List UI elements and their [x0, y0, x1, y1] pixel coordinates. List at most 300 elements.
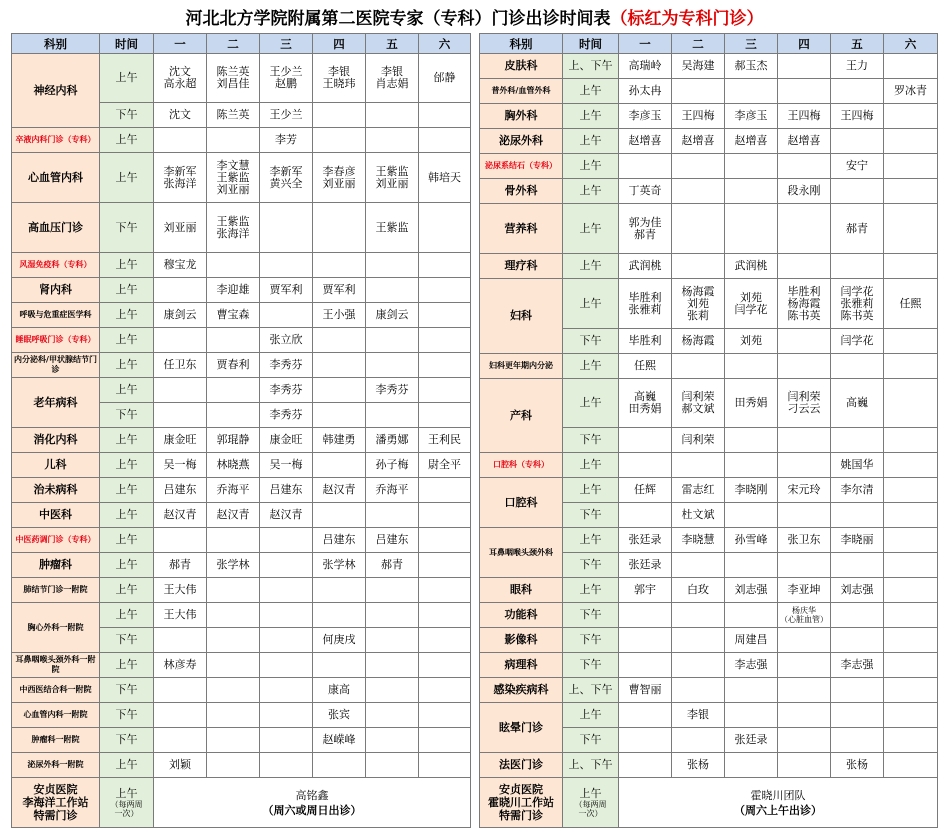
column-header: 四: [313, 34, 366, 54]
doctor-cell: [207, 628, 260, 653]
doctor-cell: [366, 753, 419, 778]
column-header: 时间: [100, 34, 154, 54]
schedule-row: [480, 179, 938, 204]
doctor-cell: [725, 79, 778, 104]
doctor-cell: [725, 254, 778, 279]
department-cell: 消化内科: [12, 428, 100, 453]
doctor-name: 张廷录: [628, 533, 662, 546]
doctor-cell: [419, 54, 471, 103]
doctor-name: 孙雪峰: [734, 533, 768, 546]
doctor-cell: [619, 279, 672, 329]
doctor-cell: [672, 154, 725, 179]
time-cell: 上午: [563, 354, 619, 379]
doctor-cell: [778, 753, 831, 778]
column-header: 时间: [563, 34, 619, 54]
doctor-name: 康高: [328, 683, 350, 696]
doctor-cell: [419, 553, 471, 578]
department-cell: 病理科: [480, 653, 563, 678]
time-cell: 上午: [100, 478, 154, 503]
schedule-tables: [11, 33, 937, 830]
doctor-cell: [619, 678, 672, 703]
doctor-cell: [831, 703, 884, 728]
doctor-cell: [725, 428, 778, 453]
doctor-cell: [260, 603, 313, 628]
doctor-cell: [260, 553, 313, 578]
doctor-name: 王四梅: [681, 109, 715, 122]
doctor-cell: [313, 678, 366, 703]
department-cell: 感染疾病科: [480, 678, 563, 703]
doctor-cell: [725, 503, 778, 528]
doctor-cell: [619, 453, 672, 478]
time-cell: 上午: [100, 453, 154, 478]
doctor-cell: [313, 753, 366, 778]
doctor-cell: [672, 179, 725, 204]
doctor-cell: [207, 478, 260, 503]
doctor-name: 李芳: [275, 133, 297, 146]
doctor-name: 赵汉青: [322, 483, 356, 496]
doctor-cell: [725, 553, 778, 578]
doctor-cell: [672, 79, 725, 104]
doctor-cell: [831, 254, 884, 279]
doctor-name: 何庚戌: [322, 633, 356, 646]
doctor-name: 沈文: [169, 65, 191, 78]
doctor-name: 刘志强: [840, 583, 874, 596]
doctor-cell: [831, 204, 884, 254]
doctor-cell: [725, 354, 778, 379]
doctor-cell: [778, 728, 831, 753]
doctor-cell: [778, 703, 831, 728]
doctor-cell: [831, 553, 884, 578]
time-cell: 上午: [563, 204, 619, 254]
schedule-row: [480, 129, 938, 154]
doctor-cell: [672, 204, 725, 254]
time-cell: 上午: [100, 503, 154, 528]
doctor-cell: [313, 153, 366, 203]
doctor-name: 韩建勇: [322, 433, 356, 446]
doctor-cell: [831, 329, 884, 354]
doctor-cell: [884, 79, 938, 104]
doctor-cell: [154, 703, 207, 728]
doctor-name: 张立欣: [269, 333, 303, 346]
special-doctor-name: 高铭鑫: [295, 788, 329, 802]
schedule-row: [12, 478, 471, 503]
column-header: 一: [154, 34, 207, 54]
time-cell: 上午: [563, 578, 619, 603]
schedule-row: [12, 728, 471, 753]
doctor-name: 张卫东: [787, 533, 821, 546]
doctor-name: 郝青: [846, 221, 868, 235]
department-cell: 内分泌科/甲状腺结节门诊: [12, 353, 100, 378]
doctor-cell: [725, 279, 778, 329]
schedule-row: [480, 653, 938, 678]
doctor-cell: [672, 528, 725, 553]
doctor-cell: [672, 728, 725, 753]
doctor-name: 贾春利: [216, 358, 250, 371]
doctor-cell: [313, 628, 366, 653]
doctor-name: 宋元玲: [787, 483, 821, 496]
doctor-cell: [619, 553, 672, 578]
doctor-name: 李银: [328, 65, 350, 78]
doctor-name: 李秀芬: [269, 383, 303, 396]
doctor-cell: [207, 403, 260, 428]
time-cell: 上午: [100, 553, 154, 578]
doctor-name: 曹宝森: [216, 308, 250, 321]
doctor-cell: [672, 354, 725, 379]
doctor-cell: [884, 428, 938, 453]
doctor-cell: [419, 378, 471, 403]
doctor-name: 郭宇: [634, 583, 656, 596]
time-cell: 上午: [563, 254, 619, 279]
doctor-name: 赵汉青: [216, 508, 250, 521]
column-header: 二: [207, 34, 260, 54]
doctor-name: 李迎雄: [216, 283, 250, 296]
doctor-name: 康金旺: [269, 433, 303, 446]
special-dept-line: 特需门诊: [499, 809, 543, 822]
doctor-name: 赵增喜: [734, 134, 768, 147]
schedule-row: [480, 354, 938, 379]
doctor-name: 黄兴全: [269, 176, 303, 190]
doctor-name: 陈书英: [840, 308, 874, 322]
department-cell: 皮肤科: [480, 54, 563, 79]
doctor-name: 段永刚: [787, 184, 821, 197]
time-cell: 上午: [100, 353, 154, 378]
doctor-cell: [260, 128, 313, 153]
doctor-name: 毕胜利: [628, 290, 662, 304]
schedule-row: [12, 603, 471, 628]
special-dept-line: 特需门诊: [33, 809, 78, 822]
doctor-cell: [831, 478, 884, 503]
doctor-name: 林晓燕: [216, 458, 250, 471]
doctor-cell: [313, 353, 366, 378]
schedule-row: [480, 379, 938, 428]
special-clinic-row: [12, 778, 471, 828]
doctor-cell: [260, 278, 313, 303]
doctor-cell: [831, 129, 884, 154]
doctor-name: 张海洋: [216, 226, 250, 240]
doctor-cell: [778, 553, 831, 578]
doctor-cell: [884, 628, 938, 653]
doctor-cell: [260, 403, 313, 428]
time-cell: 上午: [100, 278, 154, 303]
doctor-cell: [672, 129, 725, 154]
doctor-cell: [419, 578, 471, 603]
special-time-main: 上午: [579, 787, 602, 800]
special-doctor-name: 霍晓川团队: [750, 788, 806, 802]
doctor-name: 赵汉青: [163, 508, 197, 521]
time-cell: 下午: [563, 603, 619, 628]
doctor-name: 刘昌佳: [216, 77, 250, 90]
doctor-cell: [260, 528, 313, 553]
department-cell: 普外科/血管外科: [480, 79, 563, 104]
doctor-name: 郝青: [169, 558, 191, 571]
doctor-cell: [313, 378, 366, 403]
doctor-cell: [366, 303, 419, 328]
doctor-cell: [619, 478, 672, 503]
doctor-cell: [154, 403, 207, 428]
doctor-cell: [260, 54, 313, 103]
doctor-name: 杨庆华: [792, 606, 816, 615]
doctor-name: 刘志强: [734, 583, 768, 596]
doctor-name: 杨海霞: [681, 334, 715, 347]
doctor-cell: [207, 153, 260, 203]
schedule-table-right: [479, 33, 938, 828]
department-cell: 肿瘤科: [12, 553, 100, 578]
page-title: [0, 6, 949, 32]
doctor-cell: [313, 54, 366, 103]
doctor-name: 田秀娟: [628, 402, 662, 415]
doctor-name: 李晓慧: [681, 533, 715, 546]
department-cell: 肺结节门诊一附院: [12, 578, 100, 603]
schedule-row: [12, 54, 471, 103]
doctor-name: 曹智丽: [628, 683, 662, 696]
schedule-row: [480, 603, 938, 628]
doctor-cell: [672, 703, 725, 728]
doctor-cell: [260, 303, 313, 328]
doctor-name: 王紫监: [375, 220, 409, 234]
doctor-name: 李彦玉: [734, 109, 768, 122]
doctor-cell: [207, 54, 260, 103]
time-cell: 下午: [563, 503, 619, 528]
doctor-cell: [831, 104, 884, 129]
doctor-cell: [778, 603, 831, 628]
doctor-cell: [207, 103, 260, 128]
doctor-cell: [778, 154, 831, 179]
doctor-name: 任卫东: [163, 358, 197, 371]
doctor-cell: [884, 279, 938, 329]
doctor-cell: [831, 279, 884, 329]
doctor-name: 张雅莉: [628, 302, 662, 316]
schedule-row: [480, 154, 938, 179]
doctor-cell: [366, 328, 419, 353]
doctor-cell: [154, 753, 207, 778]
doctor-cell: [313, 503, 366, 528]
time-cell: 上、下午: [563, 753, 619, 778]
doctor-cell: [154, 528, 207, 553]
time-cell: 上午: [100, 328, 154, 353]
doctor-cell: [725, 753, 778, 778]
doctor-cell: [778, 578, 831, 603]
department-cell: 妇科更年期内分泌: [480, 354, 563, 379]
schedule-row: [480, 279, 938, 329]
doctor-name: 肖志娟: [375, 77, 409, 90]
doctor-cell: [154, 728, 207, 753]
doctor-cell: [419, 628, 471, 653]
time-cell: 下午: [100, 703, 154, 728]
doctor-name: 闫利荣: [681, 433, 715, 446]
department-cell: 心血管内科: [12, 153, 100, 203]
doctor-name: 孙子梅: [375, 458, 409, 471]
doctor-cell: [260, 203, 313, 253]
doctor-cell: [207, 428, 260, 453]
time-cell: 上午: [563, 279, 619, 329]
doctor-cell: [419, 703, 471, 728]
doctor-cell: [207, 503, 260, 528]
doctor-cell: [154, 128, 207, 153]
doctor-name: 张杨: [846, 758, 868, 771]
schedule-row: [12, 153, 471, 203]
time-cell: 上午: [100, 303, 154, 328]
doctor-cell: [725, 104, 778, 129]
department-cell: 肿瘤科一附院: [12, 728, 100, 753]
department-cell: 心血管内科一附院: [12, 703, 100, 728]
doctor-name: 李新军: [163, 164, 197, 178]
doctor-cell: [619, 578, 672, 603]
doctor-name: 杨海霞: [681, 284, 715, 298]
doctor-cell: [672, 329, 725, 354]
doctor-cell: [619, 54, 672, 79]
doctor-name: 闫利荣: [681, 390, 715, 403]
time-cell: 上午: [100, 603, 154, 628]
time-cell: 下午: [563, 553, 619, 578]
doctor-name: 郝青: [381, 558, 403, 571]
doctor-cell: [207, 453, 260, 478]
doctor-name: 郭为佳: [628, 215, 662, 229]
doctor-cell: [672, 379, 725, 428]
doctor-name: 赵增喜: [787, 134, 821, 147]
doctor-name: 王小强: [322, 308, 356, 321]
doctor-name: 刘苑: [740, 290, 762, 304]
doctor-name: 乔海平: [375, 483, 409, 496]
doctor-cell: [884, 129, 938, 154]
doctor-cell: [313, 403, 366, 428]
doctor-cell: [154, 503, 207, 528]
doctor-name: 刘苑: [740, 334, 762, 347]
time-cell: 上、下午: [563, 678, 619, 703]
department-cell: 胸外科: [480, 104, 563, 129]
doctor-name: 吴海建: [681, 59, 715, 72]
doctor-cell: [831, 79, 884, 104]
doctor-cell: [260, 378, 313, 403]
doctor-name: 李尔清: [840, 483, 874, 496]
doctor-name: 乔海平: [216, 483, 250, 496]
time-cell: 上午: [563, 104, 619, 129]
doctor-name: 张廷录: [628, 558, 662, 571]
doctor-cell: [884, 503, 938, 528]
department-cell: 产科: [480, 379, 563, 453]
doctor-cell: [778, 129, 831, 154]
doctor-cell: [831, 354, 884, 379]
doctor-cell: [366, 278, 419, 303]
doctor-name: 刁云云: [787, 402, 821, 415]
doctor-cell: [672, 553, 725, 578]
doctor-cell: [366, 653, 419, 678]
department-cell: 儿科: [12, 453, 100, 478]
doctor-cell: [207, 528, 260, 553]
doctor-name: 李新军: [269, 164, 303, 178]
doctor-cell: [672, 503, 725, 528]
doctor-cell: [419, 278, 471, 303]
doctor-name: 任熙: [899, 296, 922, 310]
time-cell: 上午: [100, 428, 154, 453]
time-cell: 上午: [100, 378, 154, 403]
doctor-cell: [672, 653, 725, 678]
doctor-name: 郭琨静: [216, 433, 250, 446]
doctor-name: 李春彦: [322, 164, 356, 178]
doctor-cell: [831, 179, 884, 204]
column-header: 四: [778, 34, 831, 54]
doctor-cell: [419, 128, 471, 153]
doctor-cell: [207, 678, 260, 703]
doctor-cell: [419, 653, 471, 678]
doctor-cell: [672, 578, 725, 603]
doctor-cell: [619, 129, 672, 154]
doctor-cell: [725, 478, 778, 503]
doctor-cell: [207, 578, 260, 603]
doctor-cell: [672, 254, 725, 279]
doctor-name: 李志强: [840, 658, 874, 671]
doctor-name: 杜文斌: [681, 508, 715, 521]
column-header: 三: [725, 34, 778, 54]
doctor-name: 赵增喜: [628, 134, 662, 147]
doctor-name: 王力: [846, 59, 868, 72]
time-cell: 上午: [563, 453, 619, 478]
doctor-cell: [619, 728, 672, 753]
doctor-name: 王四梅: [840, 109, 874, 122]
doctor-cell: [313, 728, 366, 753]
doctor-cell: [619, 703, 672, 728]
doctor-cell: [725, 628, 778, 653]
doctor-cell: [207, 128, 260, 153]
doctor-name: 赵嵘峰: [322, 733, 356, 746]
doctor-cell: [419, 503, 471, 528]
doctor-cell: [313, 603, 366, 628]
doctor-name: 康金旺: [163, 433, 197, 446]
doctor-cell: [313, 553, 366, 578]
doctor-name: 李文慧: [216, 158, 250, 172]
doctor-cell: [207, 553, 260, 578]
department-cell: 中医药调门诊（专科）: [12, 528, 100, 553]
doctor-name: 毕胜利: [628, 334, 662, 347]
doctor-cell: [419, 103, 471, 128]
doctor-cell: [831, 728, 884, 753]
doctor-cell: [313, 653, 366, 678]
schedule-row: [12, 128, 471, 153]
doctor-cell: [831, 753, 884, 778]
doctor-name: 闫学花: [840, 284, 874, 298]
doctor-cell: [831, 379, 884, 428]
doctor-name: 陈兰英: [216, 108, 250, 121]
doctor-cell: [366, 528, 419, 553]
doctor-cell: [831, 528, 884, 553]
doctor-cell: [619, 254, 672, 279]
doctor-cell: [313, 453, 366, 478]
doctor-cell: [260, 753, 313, 778]
doctor-cell: [725, 204, 778, 254]
column-header: 一: [619, 34, 672, 54]
doctor-name: 郝青: [634, 227, 656, 241]
doctor-cell: [207, 303, 260, 328]
doctor-cell: [619, 379, 672, 428]
column-header: 五: [366, 34, 419, 54]
doctor-cell: [313, 103, 366, 128]
schedule-row: [12, 503, 471, 528]
doctor-name: 陈兰英: [216, 65, 250, 78]
doctor-name: 王大伟: [163, 583, 197, 596]
special-time-sub: 一次）: [578, 809, 603, 818]
doctor-cell: [154, 54, 207, 103]
doctor-name: 张宾: [328, 708, 350, 721]
doctor-cell: [154, 278, 207, 303]
doctor-name: 闫学花: [734, 302, 768, 316]
department-cell: 中医科: [12, 503, 100, 528]
doctor-name: 刘亚丽: [375, 176, 409, 190]
time-cell: 上午: [100, 153, 154, 203]
doctor-cell: [672, 54, 725, 79]
column-header: 六: [884, 34, 938, 54]
special-doctor-note: （周六或周日出诊）: [262, 803, 362, 817]
doctor-cell: [725, 329, 778, 354]
doctor-cell: [778, 379, 831, 428]
